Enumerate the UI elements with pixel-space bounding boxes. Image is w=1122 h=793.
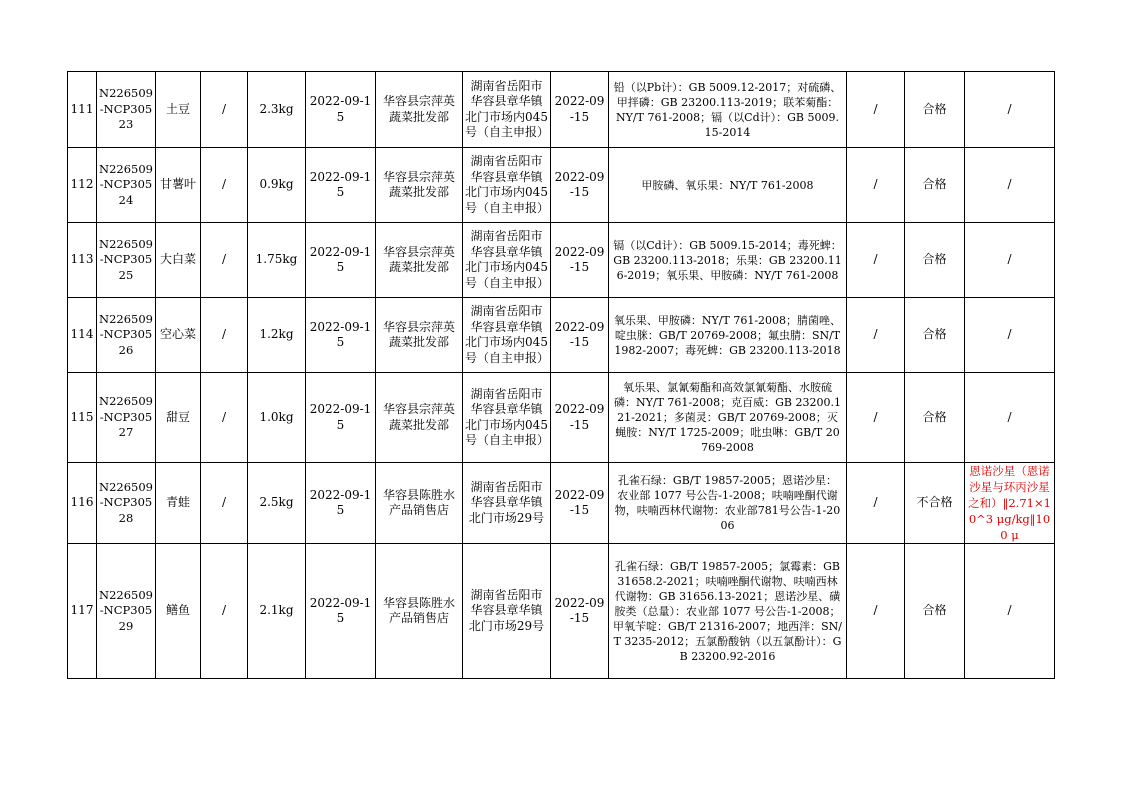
sampling-date: 2022-09-15 bbox=[306, 72, 376, 148]
row-number: 116 bbox=[68, 463, 97, 544]
test-standard: 镉（以Cd计）：GB 5009.15-2014；毒死蜱：GB 23200.113-2018；乐果：GB 23200.116-2019；氧乐果、甲胺磷：NY/T 761-2008 bbox=[609, 223, 847, 298]
test-result: 不合格 bbox=[905, 463, 965, 544]
unqualified-item: / bbox=[847, 298, 905, 373]
test-standard: 孔雀石绿：GB/T 19857-2005；恩诺沙星：农业部 1077 号公告-1-2008；呋喃唑酮代谢物，呋喃西林代谢物：农业部781号公告-1-2006 bbox=[609, 463, 847, 544]
test-result: 合格 bbox=[905, 148, 965, 223]
result-note: / bbox=[965, 72, 1055, 148]
production-date: 2022-09-15 bbox=[551, 463, 609, 544]
specification: / bbox=[201, 148, 248, 223]
sample-code: N226509-NCP30527 bbox=[97, 373, 156, 463]
test-result: 合格 bbox=[905, 544, 965, 679]
production-date: 2022-09-15 bbox=[551, 72, 609, 148]
result-note: / bbox=[965, 298, 1055, 373]
test-result: 合格 bbox=[905, 298, 965, 373]
vendor-address: 湖南省岳阳市华容县章华镇北门市场内045号（自主申报） bbox=[463, 223, 551, 298]
sample-name: 青蛙 bbox=[156, 463, 201, 544]
specification: / bbox=[201, 373, 248, 463]
specification: / bbox=[201, 72, 248, 148]
row-number: 117 bbox=[68, 544, 97, 679]
vendor-name: 华容县宗萍英蔬菜批发部 bbox=[376, 148, 463, 223]
unqualified-item: / bbox=[847, 544, 905, 679]
unqualified-item: / bbox=[847, 72, 905, 148]
vendor-address: 湖南省岳阳市华容县章华镇北门市场内045号（自主申报） bbox=[463, 72, 551, 148]
sample-code: N226509-NCP30525 bbox=[97, 223, 156, 298]
vendor-name: 华容县陈胜水产品销售店 bbox=[376, 544, 463, 679]
table-row bbox=[68, 223, 1055, 298]
row-number: 111 bbox=[68, 72, 97, 148]
result-note: / bbox=[965, 223, 1055, 298]
sampling-date: 2022-09-15 bbox=[306, 148, 376, 223]
production-date: 2022-09-15 bbox=[551, 298, 609, 373]
sampling-date: 2022-09-15 bbox=[306, 223, 376, 298]
vendor-name: 华容县宗萍英蔬菜批发部 bbox=[376, 72, 463, 148]
vendor-name: 华容县宗萍英蔬菜批发部 bbox=[376, 223, 463, 298]
result-note: 恩诺沙星（恩诺沙星与环丙沙星之和）‖2.71×10^3 μg/kg‖100 μ bbox=[965, 463, 1055, 544]
sample-code: N226509-NCP30526 bbox=[97, 298, 156, 373]
table-body bbox=[68, 72, 1055, 679]
sample-quantity: 1.75kg bbox=[248, 223, 306, 298]
sample-name: 空心菜 bbox=[156, 298, 201, 373]
table-row bbox=[68, 544, 1055, 679]
production-date: 2022-09-15 bbox=[551, 148, 609, 223]
table-row bbox=[68, 298, 1055, 373]
sample-code: N226509-NCP30528 bbox=[97, 463, 156, 544]
sample-quantity: 1.0kg bbox=[248, 373, 306, 463]
sample-name: 甘薯叶 bbox=[156, 148, 201, 223]
result-note: / bbox=[965, 373, 1055, 463]
specification: / bbox=[201, 463, 248, 544]
sample-name: 甜豆 bbox=[156, 373, 201, 463]
row-number: 112 bbox=[68, 148, 97, 223]
row-number: 114 bbox=[68, 298, 97, 373]
unqualified-item: / bbox=[847, 148, 905, 223]
sample-code: N226509-NCP30524 bbox=[97, 148, 156, 223]
sample-code: N226509-NCP30529 bbox=[97, 544, 156, 679]
sample-name: 鳝鱼 bbox=[156, 544, 201, 679]
sampling-date: 2022-09-15 bbox=[306, 298, 376, 373]
vendor-address: 湖南省岳阳市华容县章华镇北门市场内045号（自主申报） bbox=[463, 298, 551, 373]
result-note: / bbox=[965, 148, 1055, 223]
sampling-date: 2022-09-15 bbox=[306, 463, 376, 544]
test-standard: 氧乐果、氯氰菊酯和高效氯氰菊酯、水胺硫磷：NY/T 761-2008；克百威：GB 23200.121-2021；多菌灵：GB/T 20769-2008；灭蝇胺：NY/T 1725-2009；吡虫啉：GB/T 20769-2008 bbox=[609, 373, 847, 463]
specification: / bbox=[201, 298, 248, 373]
row-number: 113 bbox=[68, 223, 97, 298]
test-standard: 孔雀石绿：GB/T 19857-2005；氯霉素：GB 31658.2-2021；呋喃唑酮代谢物、呋喃西林代谢物：GB 31656.13-2021；恩诺沙星、磺胺类（总量）：农业部 1077 号公告-1-2008；甲氧苄啶：GB/T 21316-2007；地西泮：SN/T 3235-2012；五氯酚酸钠（以五氯酚计）：GB 23200.92-2016 bbox=[609, 544, 847, 679]
inspection-results-table bbox=[67, 71, 1055, 679]
sample-quantity: 0.9kg bbox=[248, 148, 306, 223]
table-row bbox=[68, 148, 1055, 223]
sample-name: 大白菜 bbox=[156, 223, 201, 298]
sample-quantity: 2.3kg bbox=[248, 72, 306, 148]
table-row bbox=[68, 373, 1055, 463]
vendor-address: 湖南省岳阳市华容县章华镇北门市场内045号（自主申报） bbox=[463, 148, 551, 223]
test-result: 合格 bbox=[905, 223, 965, 298]
sample-quantity: 2.5kg bbox=[248, 463, 306, 544]
specification: / bbox=[201, 223, 248, 298]
vendor-address: 湖南省岳阳市华容县章华镇北门市场29号 bbox=[463, 544, 551, 679]
production-date: 2022-09-15 bbox=[551, 223, 609, 298]
sample-quantity: 2.1kg bbox=[248, 544, 306, 679]
table-row bbox=[68, 463, 1055, 544]
sampling-date: 2022-09-15 bbox=[306, 373, 376, 463]
sample-quantity: 1.2kg bbox=[248, 298, 306, 373]
production-date: 2022-09-15 bbox=[551, 544, 609, 679]
row-number: 115 bbox=[68, 373, 97, 463]
vendor-name: 华容县宗萍英蔬菜批发部 bbox=[376, 298, 463, 373]
test-standard: 甲胺磷、氧乐果：NY/T 761-2008 bbox=[609, 148, 847, 223]
test-standard: 氧乐果、甲胺磷：NY/T 761-2008；腈菌唑、啶虫脒：GB/T 20769-2008；氟虫腈：SN/T 1982-2007；毒死蜱：GB 23200.113-2018 bbox=[609, 298, 847, 373]
result-note: / bbox=[965, 544, 1055, 679]
sample-name: 土豆 bbox=[156, 72, 201, 148]
vendor-address: 湖南省岳阳市华容县章华镇北门市场内045号（自主申报） bbox=[463, 373, 551, 463]
vendor-address: 湖南省岳阳市华容县章华镇北门市场29号 bbox=[463, 463, 551, 544]
production-date: 2022-09-15 bbox=[551, 373, 609, 463]
vendor-name: 华容县宗萍英蔬菜批发部 bbox=[376, 373, 463, 463]
test-standard: 铅（以Pb计）：GB 5009.12-2017；对硫磷、甲拌磷：GB 23200.113-2019；联苯菊酯：NY/T 761-2008；镉（以Cd计）：GB 5009.15-2014 bbox=[609, 72, 847, 148]
unqualified-item: / bbox=[847, 223, 905, 298]
test-result: 合格 bbox=[905, 373, 965, 463]
table-row bbox=[68, 72, 1055, 148]
unqualified-item: / bbox=[847, 373, 905, 463]
vendor-name: 华容县陈胜水产品销售店 bbox=[376, 463, 463, 544]
sample-code: N226509-NCP30523 bbox=[97, 72, 156, 148]
specification: / bbox=[201, 544, 248, 679]
sampling-date: 2022-09-15 bbox=[306, 544, 376, 679]
unqualified-item: / bbox=[847, 463, 905, 544]
test-result: 合格 bbox=[905, 72, 965, 148]
